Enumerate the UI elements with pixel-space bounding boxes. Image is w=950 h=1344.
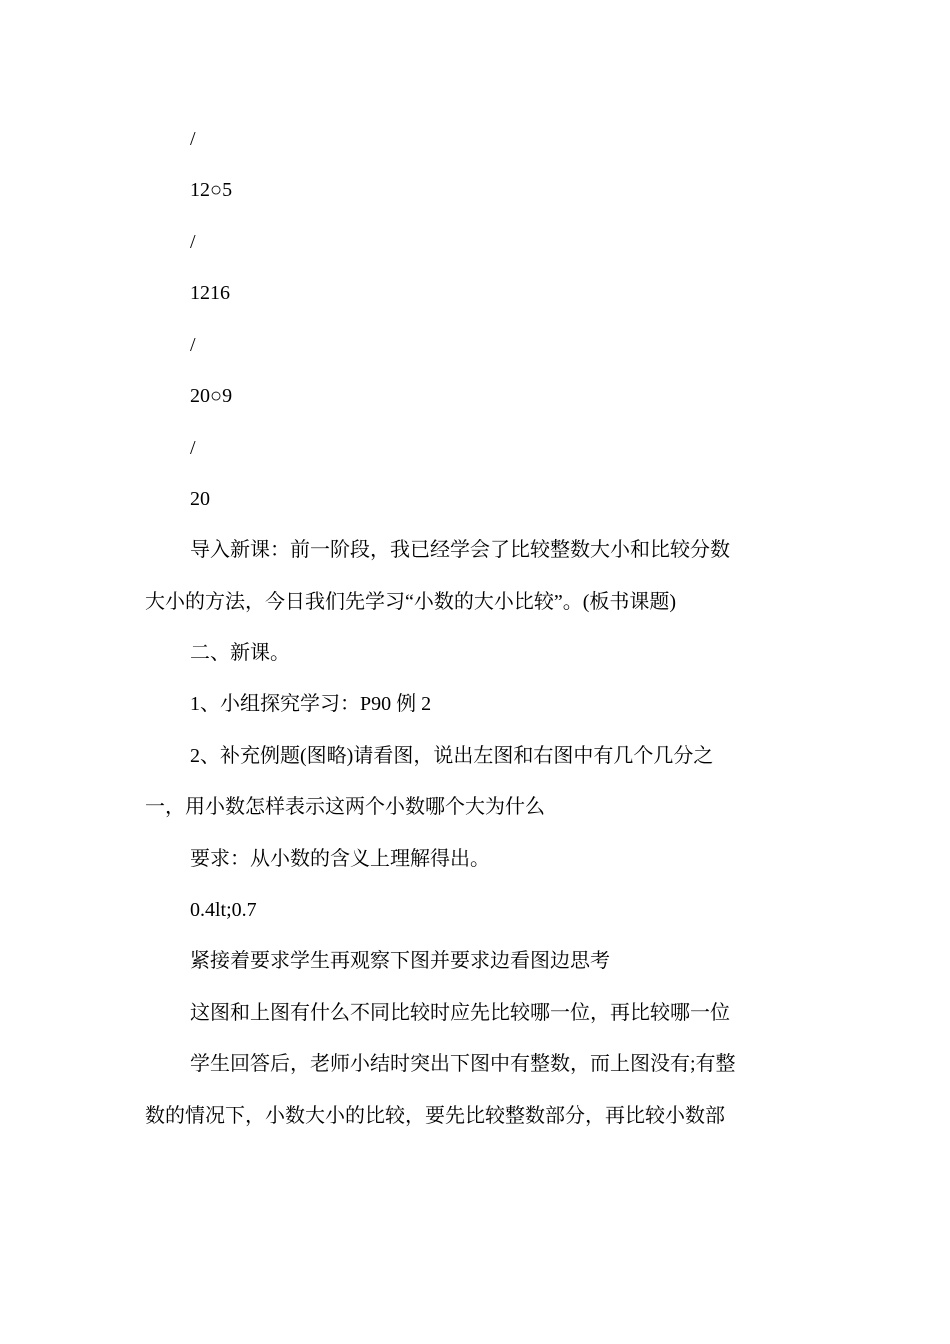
fraction-bar-line: / bbox=[190, 128, 196, 150]
number-line: 1216 bbox=[190, 282, 230, 304]
fraction-bar-line: / bbox=[190, 437, 196, 459]
paragraph-line: 数的情况下，小数大小的比较，要先比较整数部分，再比较小数部 bbox=[145, 1105, 725, 1127]
comparison-line: 0.4lt;0.7 bbox=[190, 899, 257, 921]
comparison-line: 12○5 bbox=[190, 179, 233, 201]
paragraph-line: 要求：从小数的含义上理解得出。 bbox=[190, 848, 490, 870]
list-item: 1、小组探究学习：P90 例 2 bbox=[190, 693, 432, 715]
section-heading: 二、新课。 bbox=[190, 642, 290, 664]
number-line: 20 bbox=[190, 488, 210, 510]
paragraph-line: 学生回答后，老师小结时突出下图中有整数，而上图没有;有整 bbox=[190, 1053, 736, 1075]
paragraph-line: 这图和上图有什么不同比较时应先比较哪一位，再比较哪一位 bbox=[190, 1002, 730, 1024]
paragraph-line: 大小的方法，今日我们先学习“小数的大小比较”。(板书课题) bbox=[145, 591, 677, 613]
paragraph-line: 一，用小数怎样表示这两个小数哪个大为什么 bbox=[145, 796, 545, 818]
fraction-bar-line: / bbox=[190, 231, 196, 253]
paragraph-line: 导入新课：前一阶段，我已经学会了比较整数大小和比较分数 bbox=[190, 539, 730, 561]
comparison-line: 20○9 bbox=[190, 385, 233, 407]
fraction-bar-line: / bbox=[190, 334, 196, 356]
paragraph-line: 紧接着要求学生再观察下图并要求边看图边思考 bbox=[190, 950, 610, 972]
list-item: 2、补充例题(图略)请看图，说出左图和右图中有几个几分之 bbox=[190, 745, 714, 767]
